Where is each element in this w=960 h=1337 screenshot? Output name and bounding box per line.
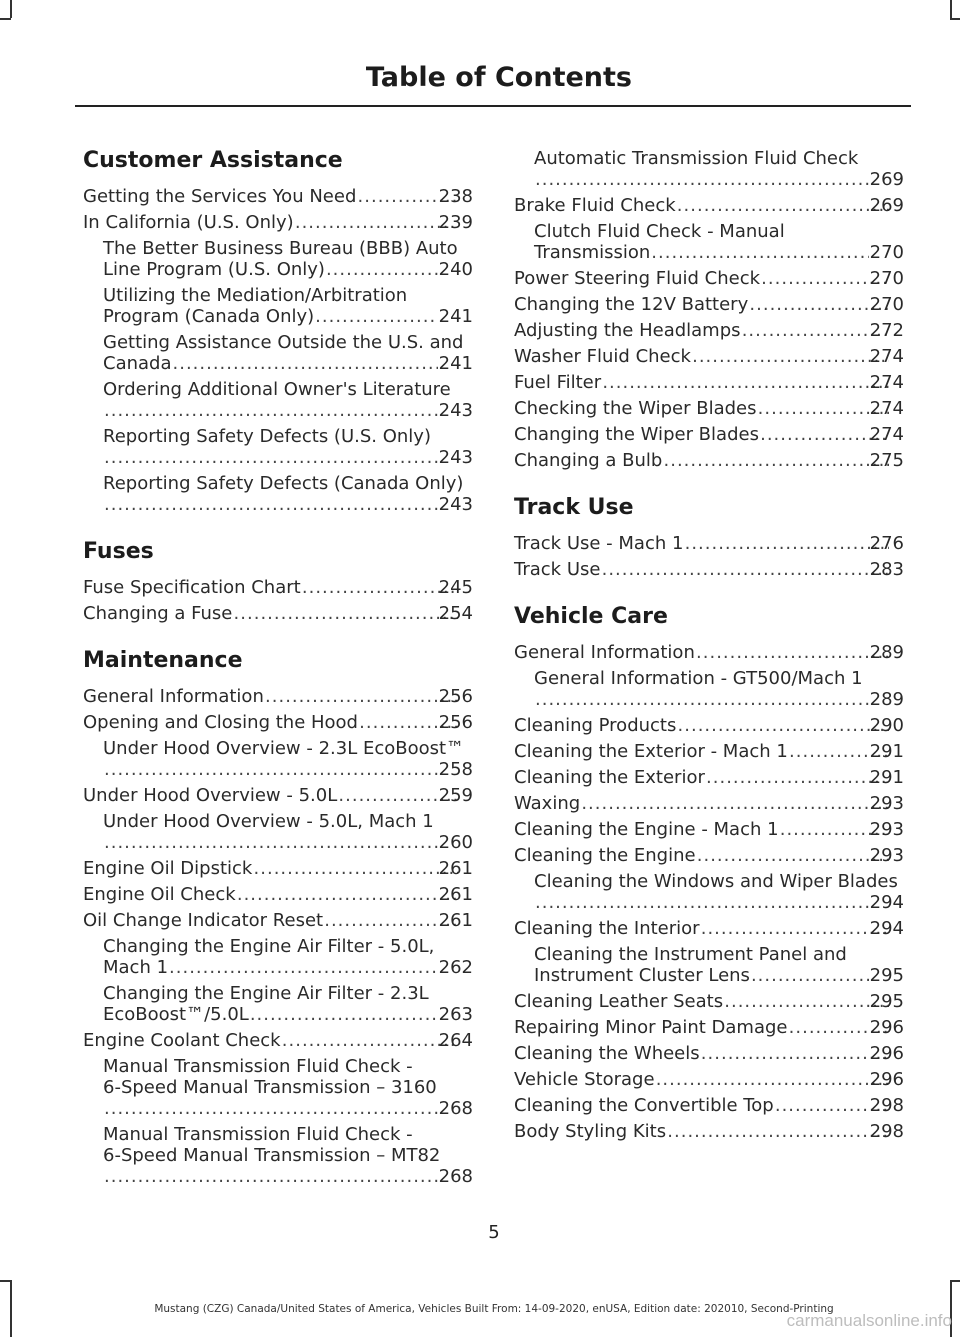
toc-entry[interactable] — [83, 1124, 473, 1187]
toc-entry[interactable] — [514, 221, 904, 263]
entry-title: Transmission — [534, 242, 651, 263]
entry-page-number: 274 — [869, 398, 904, 419]
entry-page-number: 241 — [438, 306, 473, 327]
dot-leader — [104, 494, 438, 515]
toc-column-left — [83, 148, 473, 1211]
dot-leader — [324, 910, 458, 931]
toc-entry[interactable] — [514, 944, 904, 986]
entry-title: Changing a Bulb — [514, 450, 663, 471]
dot-leader — [701, 1043, 889, 1064]
entry-page-number: 261 — [438, 910, 473, 931]
entry-title: Fuel Filter — [514, 372, 602, 393]
section-heading: Maintenance — [83, 648, 243, 673]
entry-row — [514, 424, 904, 445]
toc-entry[interactable] — [514, 1121, 904, 1142]
toc-entry[interactable] — [514, 398, 904, 419]
entry-row — [514, 559, 904, 580]
entry-title-line: Changing the Engine Air Filter - 5.0L, — [103, 936, 435, 957]
entry-title: Changing the 12V Battery — [514, 294, 749, 315]
entry-page-number: 276 — [869, 533, 904, 554]
section-heading: Fuses — [83, 539, 154, 564]
dot-leader — [684, 533, 888, 554]
entry-row — [103, 1004, 473, 1025]
entry-title-line: 6-Speed Manual Transmission – 3160 — [103, 1077, 437, 1098]
toc-entry[interactable] — [514, 559, 904, 580]
dot-leader — [692, 346, 889, 367]
entry-title-line: Utilizing the Mediation/Arbitration — [103, 285, 408, 306]
toc-entry[interactable] — [83, 858, 473, 879]
entry-row — [83, 858, 473, 879]
dot-leader — [253, 858, 457, 879]
toc-entry[interactable] — [83, 910, 473, 931]
section-heading: Vehicle Care — [514, 604, 668, 629]
dot-leader — [651, 242, 868, 263]
entry-title: Canada — [103, 353, 172, 374]
entry-page-number: 294 — [869, 918, 904, 939]
entry-page-number: 275 — [869, 450, 904, 471]
entry-title: Adjusting the Headlamps — [514, 320, 741, 341]
entry-title-line: Changing the Engine Air Filter - 2.3L — [103, 983, 429, 1004]
toc-entry[interactable] — [514, 871, 904, 913]
entry-title: Cleaning Leather Seats — [514, 991, 724, 1012]
crop-mark — [950, 1280, 960, 1282]
toc-entry[interactable] — [83, 1056, 473, 1119]
toc-entry[interactable] — [514, 320, 904, 341]
entry-title: Cleaning the Engine - Mach 1 — [514, 819, 779, 840]
entry-row — [83, 884, 473, 905]
entry-title: Oil Change Indicator Reset — [83, 910, 324, 931]
entry-row — [534, 965, 904, 986]
toc-entry[interactable] — [83, 332, 473, 374]
toc-entry[interactable] — [514, 845, 904, 866]
entry-page-number: 240 — [438, 259, 473, 280]
toc-section — [514, 495, 904, 580]
entry-title: Track Use — [514, 559, 601, 580]
toc-entry[interactable] — [83, 212, 473, 233]
entry-title: Program (Canada Only) — [103, 306, 315, 327]
dot-leader — [602, 372, 888, 393]
entry-row — [83, 686, 473, 707]
entry-row — [514, 845, 904, 866]
entry-row — [103, 400, 473, 421]
dot-leader — [677, 195, 889, 216]
toc-entry[interactable] — [514, 715, 904, 736]
entry-page-number: 243 — [438, 400, 473, 421]
entry-page-number: 274 — [869, 346, 904, 367]
entry-page-number: 294 — [869, 892, 904, 913]
entry-row — [514, 1121, 904, 1142]
entry-row — [514, 1043, 904, 1064]
entry-title: Engine Oil Check — [83, 884, 236, 905]
entry-title: Getting the Services You Need — [83, 186, 357, 207]
toc-entry[interactable] — [83, 1030, 473, 1051]
entry-row — [514, 642, 904, 663]
entry-title: Cleaning the Exterior - Mach 1 — [514, 741, 788, 762]
entry-row — [534, 892, 904, 913]
toc-entry[interactable] — [83, 603, 473, 624]
entry-title-line: Ordering Additional Owner's Literature — [103, 379, 451, 400]
entry-page-number: 274 — [869, 372, 904, 393]
entry-title: General Information — [83, 686, 264, 707]
entry-row — [514, 1095, 904, 1116]
toc-entry[interactable] — [514, 767, 904, 788]
entry-page-number: 270 — [869, 294, 904, 315]
entry-page-number: 259 — [438, 785, 473, 806]
entry-page-number: 274 — [869, 424, 904, 445]
entry-row — [514, 741, 904, 762]
entry-page-number: 289 — [869, 642, 904, 663]
toc-entry[interactable] — [514, 372, 904, 393]
entry-row — [83, 785, 473, 806]
dot-leader — [104, 447, 438, 468]
entry-page-number: 268 — [438, 1166, 473, 1187]
dot-leader — [265, 686, 458, 707]
entry-title-line: 6-Speed Manual Transmission – MT82 — [103, 1145, 441, 1166]
entry-page-number: 296 — [869, 1017, 904, 1038]
entry-title: Checking the Wiper Blades — [514, 398, 757, 419]
entry-page-number: 291 — [869, 741, 904, 762]
entry-title: General Information — [514, 642, 695, 663]
toc-entry[interactable] — [83, 811, 473, 853]
entry-row — [83, 186, 473, 207]
entry-row — [103, 1166, 473, 1187]
toc-entry[interactable] — [514, 268, 904, 289]
toc-entry[interactable] — [514, 424, 904, 445]
entry-page-number: 254 — [438, 603, 473, 624]
toc-entry[interactable] — [514, 918, 904, 939]
entry-title-line: The Better Business Bureau (BBB) Auto — [103, 238, 458, 259]
entry-row — [514, 715, 904, 736]
entry-title: Washer Fluid Check — [514, 346, 691, 367]
toc-entry[interactable] — [514, 450, 904, 471]
entry-title: Cleaning the Interior — [514, 918, 700, 939]
entry-title: Cleaning the Exterior — [514, 767, 705, 788]
toc-section — [83, 148, 473, 515]
dot-leader — [701, 918, 889, 939]
crop-mark — [950, 18, 960, 20]
dot-leader — [656, 1069, 889, 1090]
toc-entry[interactable] — [514, 195, 904, 216]
toc-entry[interactable] — [83, 884, 473, 905]
entry-title: Engine Coolant Check — [83, 1030, 281, 1051]
entry-page-number: 296 — [869, 1043, 904, 1064]
entry-title: Vehicle Storage — [514, 1069, 655, 1090]
entry-page-number: 261 — [438, 884, 473, 905]
toc-entry[interactable] — [514, 1017, 904, 1038]
toc-entry[interactable] — [514, 741, 904, 762]
toc-entry[interactable] — [514, 1069, 904, 1090]
entry-page-number: 269 — [869, 195, 904, 216]
entry-page-number: 256 — [438, 686, 473, 707]
entry-title: Changing the Wiper Blades — [514, 424, 759, 445]
dot-leader — [601, 559, 888, 580]
entry-page-number: 238 — [438, 186, 473, 207]
entry-page-number: 260 — [438, 832, 473, 853]
entry-row — [514, 268, 904, 289]
entry-page-number: 243 — [438, 494, 473, 515]
entry-row — [514, 991, 904, 1012]
entry-page-number: 239 — [438, 212, 473, 233]
crop-mark — [950, 0, 952, 18]
toc-section — [514, 604, 904, 1142]
entry-page-number: 270 — [869, 242, 904, 263]
entry-row — [83, 603, 473, 624]
toc-entry[interactable] — [83, 238, 473, 280]
entry-page-number: 293 — [869, 845, 904, 866]
entry-row — [103, 353, 473, 374]
section-heading: Customer Assistance — [83, 148, 343, 173]
entry-page-number: 293 — [869, 793, 904, 814]
toc-entry[interactable] — [83, 577, 473, 598]
toc-entry[interactable] — [83, 738, 473, 780]
entry-title-line: Manual Transmission Fluid Check - — [103, 1124, 413, 1145]
entry-title-line: Manual Transmission Fluid Check - — [103, 1056, 413, 1077]
entry-page-number: 262 — [438, 957, 473, 978]
dot-leader — [237, 884, 458, 905]
toc-entry[interactable] — [514, 793, 904, 814]
entry-row — [103, 306, 473, 327]
entry-title-line: Reporting Safety Defects (U.S. Only) — [103, 426, 431, 447]
entry-page-number: 256 — [438, 712, 473, 733]
toc-entry[interactable] — [83, 426, 473, 468]
dot-leader — [282, 1030, 458, 1051]
dot-leader — [535, 169, 869, 190]
footer-text: Mustang (CZG) Canada/United States of America, Vehicles Built From: 14-09-2020, enUSA, Edition date: 202010, Second-Printing — [154, 1303, 834, 1315]
entry-page-number: 293 — [869, 819, 904, 840]
entry-page-number: 245 — [438, 577, 473, 598]
section-heading: Track Use — [514, 495, 634, 520]
toc-entry[interactable] — [83, 186, 473, 207]
entry-row — [514, 1069, 904, 1090]
dot-leader — [302, 577, 458, 598]
entry-page-number: 295 — [869, 965, 904, 986]
entry-row — [103, 494, 473, 515]
dot-leader — [749, 294, 888, 315]
entry-title: Instrument Cluster Lens — [534, 965, 750, 986]
dot-leader — [677, 715, 888, 736]
entry-row — [534, 689, 904, 710]
entry-page-number: 291 — [869, 767, 904, 788]
toc-entry[interactable] — [83, 785, 473, 806]
entry-row — [514, 372, 904, 393]
toc-entry[interactable] — [514, 1095, 904, 1116]
entry-row — [514, 767, 904, 788]
toc-entry[interactable] — [514, 819, 904, 840]
watermark: carmanualsonline.info — [786, 1311, 952, 1330]
entry-page-number: 269 — [869, 169, 904, 190]
entry-page-number: 268 — [438, 1098, 473, 1119]
toc-entry[interactable] — [83, 285, 473, 327]
entry-row — [83, 212, 473, 233]
entry-page-number: 264 — [438, 1030, 473, 1051]
dot-leader — [250, 1004, 438, 1025]
toc-entry[interactable] — [514, 346, 904, 367]
toc-entry[interactable] — [514, 1043, 904, 1064]
entry-page-number: 289 — [869, 689, 904, 710]
header-divider — [75, 105, 911, 107]
toc-column-right — [514, 148, 904, 1166]
dot-leader — [663, 450, 888, 471]
dot-leader — [581, 793, 888, 814]
page-number: 5 — [488, 1222, 500, 1243]
entry-row — [514, 398, 904, 419]
entry-page-number: 272 — [869, 320, 904, 341]
toc-section — [83, 648, 473, 1187]
dot-leader — [751, 965, 869, 986]
entry-title-line: General Information - GT500/Mach 1 — [534, 668, 863, 689]
entry-page-number: 290 — [869, 715, 904, 736]
entry-row — [103, 832, 473, 853]
entry-row — [514, 533, 904, 554]
entry-row — [103, 957, 473, 978]
entry-title: Cleaning the Convertible Top — [514, 1095, 774, 1116]
entry-row — [514, 195, 904, 216]
dot-leader — [696, 642, 889, 663]
entry-title-line: Cleaning the Instrument Panel and — [534, 944, 847, 965]
dot-leader — [295, 212, 458, 233]
entry-row — [514, 819, 904, 840]
entry-title: Cleaning the Engine — [514, 845, 696, 866]
toc-entry[interactable] — [514, 148, 904, 190]
entry-title: Cleaning Products — [514, 715, 677, 736]
dot-leader — [173, 353, 438, 374]
toc-entry[interactable] — [514, 668, 904, 710]
entry-title: Body Styling Kits — [514, 1121, 667, 1142]
dot-leader — [233, 603, 457, 624]
entry-row — [83, 712, 473, 733]
entry-title: In California (U.S. Only) — [83, 212, 294, 233]
entry-page-number: 243 — [438, 447, 473, 468]
page-title: Table of Contents — [365, 62, 632, 93]
toc-section — [83, 539, 473, 624]
dot-leader — [315, 306, 437, 327]
dot-leader — [326, 259, 438, 280]
entry-page-number: 298 — [869, 1121, 904, 1142]
entry-title-line: Getting Assistance Outside the U.S. and — [103, 332, 464, 353]
entry-row — [83, 1030, 473, 1051]
dot-leader — [104, 759, 438, 780]
entry-page-number: 241 — [438, 353, 473, 374]
entry-row — [83, 577, 473, 598]
dot-leader — [706, 767, 889, 788]
entry-page-number: 296 — [869, 1069, 904, 1090]
entry-row — [514, 450, 904, 471]
entry-row — [103, 259, 473, 280]
entry-title: Waxing — [514, 793, 581, 814]
toc-entry[interactable] — [514, 533, 904, 554]
crop-mark — [10, 0, 12, 18]
toc-entry[interactable] — [514, 294, 904, 315]
entry-row — [514, 793, 904, 814]
dot-leader — [104, 1166, 438, 1187]
dot-leader — [169, 957, 438, 978]
entry-page-number: 283 — [869, 559, 904, 580]
entry-title: Engine Oil Dipstick — [83, 858, 253, 879]
entry-row — [103, 447, 473, 468]
crop-mark — [0, 1280, 11, 1282]
entry-row — [514, 918, 904, 939]
entry-row — [103, 759, 473, 780]
entry-row — [514, 346, 904, 367]
entry-page-number: 261 — [438, 858, 473, 879]
entry-title: Cleaning the Wheels — [514, 1043, 700, 1064]
toc-entry[interactable] — [514, 991, 904, 1012]
entry-title: Power Steering Fluid Check — [514, 268, 761, 289]
entry-page-number: 263 — [438, 1004, 473, 1025]
entry-title-line: Under Hood Overview - 2.3L EcoBoost™ — [103, 738, 465, 759]
toc-entry[interactable] — [514, 642, 904, 663]
toc-entry[interactable] — [83, 473, 473, 515]
entry-title: Under Hood Overview - 5.0L — [83, 785, 338, 806]
entry-title-line: Reporting Safety Defects (Canada Only) — [103, 473, 464, 494]
dot-leader — [697, 845, 889, 866]
dot-leader — [724, 991, 889, 1012]
crop-mark — [0, 18, 11, 20]
toc-entry[interactable] — [83, 936, 473, 978]
entry-page-number: 270 — [869, 268, 904, 289]
entry-row — [103, 1098, 473, 1119]
toc-entry[interactable] — [83, 712, 473, 733]
entry-title: Changing a Fuse — [83, 603, 233, 624]
dot-leader — [104, 400, 438, 421]
dot-leader — [667, 1121, 889, 1142]
entry-page-number: 258 — [438, 759, 473, 780]
entry-row — [514, 294, 904, 315]
entry-title: Track Use - Mach 1 — [514, 533, 684, 554]
toc-section — [514, 148, 904, 471]
dot-leader — [104, 832, 438, 853]
entry-title: Brake Fluid Check — [514, 195, 676, 216]
entry-title-line: Automatic Transmission Fluid Check — [534, 148, 859, 169]
entry-title: EcoBoost™/5.0L — [103, 1004, 249, 1025]
entry-title-line: Cleaning the Windows and Wiper Blades — [534, 871, 898, 892]
toc-entry[interactable] — [83, 983, 473, 1025]
toc-entry[interactable] — [83, 686, 473, 707]
entry-title: Repairing Minor Paint Damage — [514, 1017, 788, 1038]
entry-title: Opening and Closing the Hood — [83, 712, 358, 733]
entry-title: Mach 1 — [103, 957, 169, 978]
dot-leader — [535, 689, 869, 710]
entry-title-line: Under Hood Overview - 5.0L, Mach 1 — [103, 811, 434, 832]
dot-leader — [757, 398, 888, 419]
dot-leader — [535, 892, 869, 913]
entry-page-number: 295 — [869, 991, 904, 1012]
entry-row — [514, 320, 904, 341]
entry-row — [534, 169, 904, 190]
entry-title: Fuse Specification Chart — [83, 577, 301, 598]
dot-leader — [104, 1098, 438, 1119]
entry-title-line: Clutch Fluid Check - Manual — [534, 221, 785, 242]
entry-title: Line Program (U.S. Only) — [103, 259, 325, 280]
entry-row — [83, 910, 473, 931]
entry-page-number: 298 — [869, 1095, 904, 1116]
entry-row — [534, 242, 904, 263]
toc-entry[interactable] — [83, 379, 473, 421]
entry-row — [514, 1017, 904, 1038]
dot-leader — [742, 320, 889, 341]
